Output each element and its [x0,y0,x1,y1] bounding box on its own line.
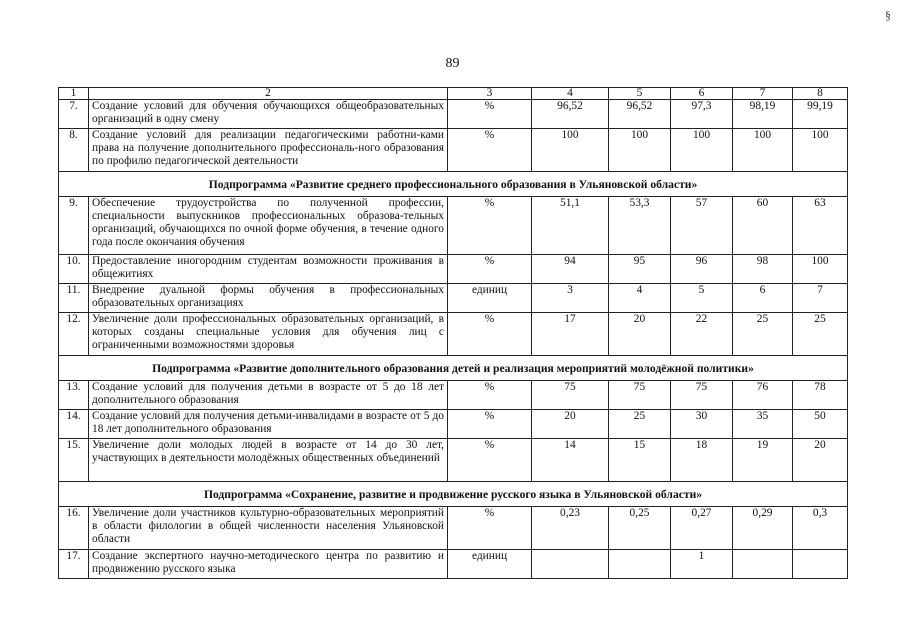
indicator-value: 78 [793,381,848,410]
row-number: 10. [59,255,89,284]
table-row [59,410,848,439]
indicator-value: 94 [532,255,609,284]
unit-of-measure: % [448,381,532,410]
table-row [59,284,848,313]
subprogram-header-row [59,172,848,197]
column-number-row [59,88,848,100]
indicator-value: 0,29 [733,507,793,550]
table-row [59,129,848,172]
indicator-name: Создание условий для получения детьми в возрасте от 5 до 18 лет дополнительного образования [89,381,448,410]
subprogram-header-row [59,356,848,381]
row-number: 17. [59,550,89,579]
unit-of-measure: % [448,410,532,439]
table-row [59,313,848,356]
indicator-value: 19 [733,439,793,482]
column-number: 2 [89,88,448,100]
indicator-value: 99,19 [793,100,848,129]
indicator-value: 17 [532,313,609,356]
indicator-value [609,550,671,579]
indicator-value: 60 [733,197,793,255]
indicator-value: 100 [793,129,848,172]
indicator-value: 50 [793,410,848,439]
row-number: 7. [59,100,89,129]
indicator-value [532,550,609,579]
indicator-value: 96,52 [609,100,671,129]
indicator-value: 97,3 [671,100,733,129]
row-number: 15. [59,439,89,482]
indicator-value: 100 [793,255,848,284]
indicator-value: 98 [733,255,793,284]
indicator-value: 0,3 [793,507,848,550]
column-number: 4 [532,88,609,100]
subprogram-title: Подпрограмма «Развитие дополнительного образования детей и реализация мероприятий молодёжной политики» [59,356,848,381]
indicator-name: Обеспечение трудоустройства по полученной профессии, специальности выпускников профессиональных образова-тельных организаций, обучающихся по очной форме обучения, в течение одного года после окончания обучения [89,197,448,255]
indicator-name: Увеличение доли участников культурно-образовательных мероприятий в области филологии в общей численности населения Ульяновской области [89,507,448,550]
unit-of-measure: % [448,100,532,129]
indicator-value: 4 [609,284,671,313]
table-row [59,197,848,255]
unit-of-measure: % [448,197,532,255]
table-row [59,381,848,410]
table-row [59,255,848,284]
indicator-value: 100 [609,129,671,172]
row-number: 16. [59,507,89,550]
page-number: 89 [445,56,460,71]
column-number: 5 [609,88,671,100]
row-number: 14. [59,410,89,439]
indicator-value [733,550,793,579]
unit-of-measure: % [448,255,532,284]
indicator-value: 96,52 [532,100,609,129]
indicator-value: 0,25 [609,507,671,550]
indicator-value: 75 [671,381,733,410]
row-number: 9. [59,197,89,255]
indicator-value: 15 [609,439,671,482]
indicator-value [793,550,848,579]
indicator-value: 20 [793,439,848,482]
indicator-name: Внедрение дуальной формы обучения в профессиональных образовательных организациях [89,284,448,313]
indicator-value: 95 [609,255,671,284]
indicator-value: 63 [793,197,848,255]
indicator-value: 75 [609,381,671,410]
indicator-value: 20 [532,410,609,439]
indicator-value: 51,1 [532,197,609,255]
indicator-name: Создание условий для получения детьми-инвалидами в возрасте от 5 до 18 лет дополнительного образования [89,410,448,439]
indicator-value: 25 [733,313,793,356]
indicator-value: 6 [733,284,793,313]
row-number: 11. [59,284,89,313]
indicator-value: 75 [532,381,609,410]
indicator-value: 96 [671,255,733,284]
indicator-value: 57 [671,197,733,255]
row-number: 13. [59,381,89,410]
column-number: 6 [671,88,733,100]
unit-of-measure: % [448,129,532,172]
indicator-name: Увеличение доли профессиональных образовательных организаций, в которых созданы специальные условия для обучения лиц с ограниченными возможностями здоровья [89,313,448,356]
indicator-value: 20 [609,313,671,356]
indicator-value: 100 [671,129,733,172]
column-number: 1 [59,88,89,100]
table-row [59,439,848,482]
unit-of-measure: % [448,507,532,550]
indicator-value: 100 [733,129,793,172]
indicator-value: 7 [793,284,848,313]
indicator-value: 18 [671,439,733,482]
indicator-value: 0,23 [532,507,609,550]
indicator-value: 14 [532,439,609,482]
unit-of-measure: единиц [448,550,532,579]
column-number: 8 [793,88,848,100]
unit-of-measure: единиц [448,284,532,313]
indicator-name: Увеличение доли молодых людей в возрасте от 14 до 30 лет, участвующих в деятельности молодёжных общественных объединений [89,439,448,482]
indicator-value: 0,27 [671,507,733,550]
table-row [59,100,848,129]
row-number: 8. [59,129,89,172]
subprogram-title: Подпрограмма «Сохранение, развитие и продвижение русского языка в Ульяновской области» [59,482,848,507]
indicator-value: 25 [609,410,671,439]
table-row [59,550,848,579]
indicator-value: 1 [671,550,733,579]
indicator-value: 25 [793,313,848,356]
corner-mark: § [885,8,891,22]
table-row [59,507,848,550]
indicator-name: Создание экспертного научно-методического центра по развитию и продвижению русского языка [89,550,448,579]
indicator-value: 22 [671,313,733,356]
column-number: 7 [733,88,793,100]
indicator-value: 3 [532,284,609,313]
row-number: 12. [59,313,89,356]
indicator-name: Предоставление иногородним студентам возможности проживания в общежитиях [89,255,448,284]
indicator-value: 35 [733,410,793,439]
indicators-table [58,87,848,579]
column-number: 3 [448,88,532,100]
subprogram-title: Подпрограмма «Развитие среднего профессионального образования в Ульяновской области» [59,172,848,197]
indicator-value: 100 [532,129,609,172]
unit-of-measure: % [448,439,532,482]
indicator-value: 98,19 [733,100,793,129]
unit-of-measure: % [448,313,532,356]
indicator-value: 5 [671,284,733,313]
indicator-name: Создание условий для обучения обучающихся общеобразовательных организаций в одну смену [89,100,448,129]
indicator-value: 76 [733,381,793,410]
indicator-value: 53,3 [609,197,671,255]
subprogram-header-row [59,482,848,507]
indicator-name: Создание условий для реализации педагогическими работни-ками права на получение дополнительного профессиональ-ного образования по профилю педагогической деятельности [89,129,448,172]
indicator-value: 30 [671,410,733,439]
